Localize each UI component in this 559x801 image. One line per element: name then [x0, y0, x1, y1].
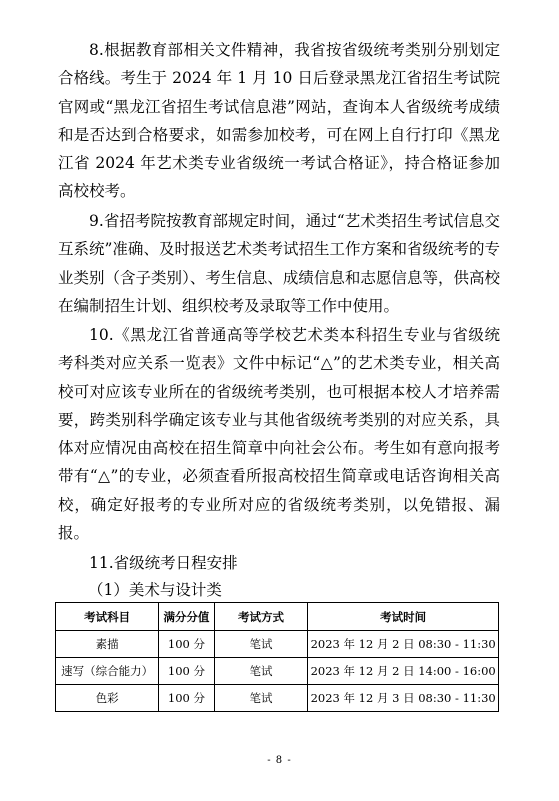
cell-full-score: 100 分: [159, 685, 214, 712]
cell-full-score: 100 分: [159, 631, 214, 658]
paragraph-item-9: 9.省招考院按教育部规定时间，通过“艺术类招生考试信息交互系统”准确、及时报送艺术类考试招生工作方案和省级统考的专业类别（含子类别）、考生信息、成绩信息和志愿信息等，供高校在编制招生计划、组织校考及录取等工作中使用。: [58, 212, 500, 315]
paragraph-item-10: 10.《黑龙江省普通高等学校艺术类本科招生专业与省级统考科类对应关系一览表》文件中标记“△”的艺术类专业，相关高校可对应该专业所在的省级统考类别，也可根据本校人才培养需要，跨类别科学确定该专业与其他省级统考类别的对应关系，具体对应情况由高校在招生简章中向社会公布。考生如有意向报考带有“△”的专业，必须查看所报高校招生简章或电话咨询相关高校，确定好报考的专业所对应的省级统考类别，以免错报、漏报。: [58, 326, 500, 543]
cell-subject: 色彩: [56, 685, 159, 712]
cell-subject: 素描: [56, 631, 159, 658]
table-row: [56, 685, 499, 712]
cell-exam-method: 笔试: [214, 658, 308, 685]
cell-exam-time: 2023 年 12 月 2 日 14:00 - 16:00: [308, 658, 499, 685]
subsection-heading-art-design: （1）美术与设计类: [88, 581, 222, 599]
cell-subject: 速写（综合能力）: [56, 658, 159, 685]
paragraph-item-8: 8.根据教育部相关文件精神，我省按省级统考类别分别划定合格线。考生于 2024 年 1 月 10 日后登录黑龙江省招生考试院官网或“黑龙江省招生考试信息港”网站，查询本人省级统考成绩和是否达到合格要求，如需参加校考，可在网上自行打印《黑龙江省 2024 年艺术类专业省级统一考试合格证》，持合格证参加高校校考。: [58, 41, 500, 201]
exam-schedule-table: [55, 602, 499, 712]
cell-exam-method: 笔试: [214, 685, 308, 712]
header-exam-time: 考试时间: [308, 603, 499, 631]
cell-exam-time: 2023 年 12 月 3 日 08:30 - 11:30: [308, 685, 499, 712]
table-header-row: [56, 603, 499, 631]
cell-full-score: 100 分: [159, 658, 214, 685]
section-heading-schedule: 11.省级统考日程安排: [89, 554, 238, 572]
header-subject: 考试科目: [56, 603, 159, 631]
table-row: [56, 658, 499, 685]
header-exam-method: 考试方式: [214, 603, 308, 631]
header-full-score: 满分分值: [159, 603, 214, 631]
cell-exam-method: 笔试: [214, 631, 308, 658]
cell-exam-time: 2023 年 12 月 2 日 08:30 - 11:30: [308, 631, 499, 658]
page-number: - 8 -: [267, 755, 292, 766]
table-row: [56, 631, 499, 658]
